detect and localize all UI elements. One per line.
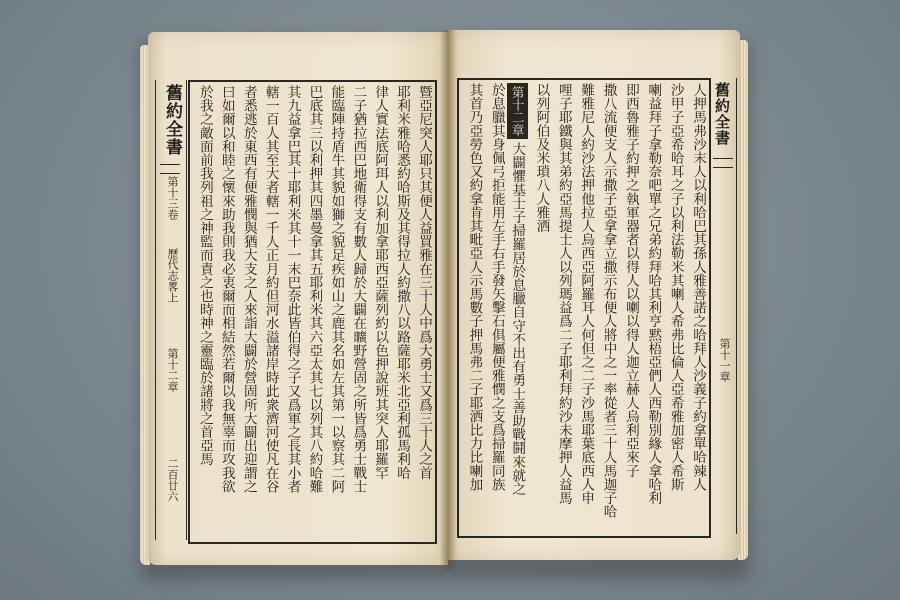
column-text: 暨亞尼突人耶只其便人益買雅在三十人中爲大勇士又爲三十人之首 (416, 85, 432, 480)
column-text: 哩子耶鐵與其弟約亞馬提士人以列瑪益爲二子耶利拜約沙未摩押人益馬 (555, 83, 572, 505)
left-margin-chapter: 第十二章 (166, 348, 179, 392)
text-column (550, 80, 572, 539)
text-column (192, 82, 214, 545)
left-margin-strip (155, 80, 187, 540)
column-text: 二子猶拉西巴地衛得支有數人歸於大闢在曠野營固之所皆爲勇士戰士 (350, 85, 367, 493)
text-column (461, 80, 483, 539)
text-column (483, 80, 505, 539)
text-column (302, 82, 324, 545)
right-margin-title: 舊約全書 (713, 82, 731, 146)
text-column (411, 82, 433, 545)
fishtail-mark (713, 158, 733, 168)
column-text: 以列阿伯及米瑣八人雅洒 (533, 83, 550, 233)
column-text: 喇益拜子拿勒奈吧單之兄弟約拜哈其利亨黙梧亞們人西勒別緣人拿哈利 (645, 83, 662, 505)
right-text-columns (461, 80, 707, 536)
column-text: 轄一百人其至大者轄一千人正月約但河水溢諸岸時此衆濟河使凡在谷 (262, 85, 279, 493)
right-margin-strip (709, 78, 737, 534)
left-margin-volume: 第十三卷 (166, 176, 179, 220)
text-column (345, 82, 367, 545)
column-text: 於息臘其身佩弓拒能用左手右手發矢擊石俱屬便雅憫之支爲掃羅同族 (488, 83, 505, 491)
text-column (280, 82, 302, 545)
text-column (236, 82, 258, 545)
text-column (662, 80, 684, 539)
text-column (389, 82, 411, 545)
fishtail-mark (160, 164, 180, 174)
left-margin-book: 歷代志畧上 (166, 248, 179, 303)
column-text: 即西魯雅子約押之執軍器者以得人以喇以得人迦立赫人烏利亞來子 (622, 83, 639, 478)
column-text: 曰如爾以和睦之懷來助我則我必衷爾而相結然若爾以我無辜而攻我欲 (218, 85, 235, 493)
text-column (618, 80, 640, 539)
left-text-frame (188, 80, 437, 544)
text-column (506, 80, 528, 539)
text-column (528, 80, 550, 539)
left-margin-page: 二百廿六 (166, 458, 179, 502)
column-text: 大闢懼基士子掃羅居於息臘自守不出有勇士善助戰鬪來就之 (509, 142, 526, 496)
column-text: 者悉逃於東西有便雅憫與猶大支之人來詣大闢於營固所大闢出迎謂之 (240, 85, 257, 493)
right-text-frame (457, 78, 711, 538)
column-text: 其九益拿巴其十耶利米其十一末巴奈此皆伯得之子又爲軍之長其小者 (284, 85, 301, 493)
left-margin-title: 舊約全書 (162, 84, 182, 156)
column-text: 耶利米雅哈悉約哈斯及其得拉人約撒八以路薩耶米北亞利孤馬利哈 (394, 85, 411, 480)
column-text: 巴底其三以利押其四墨曼拿其五耶利米其六亞太其七以列其八約哈難 (306, 85, 323, 493)
column-text: 其首乃亞勞色又約拿肯其毗亞人示馬數子押馬弗二子耶洒比力比喇加 (466, 83, 483, 491)
book-gutter (440, 30, 456, 570)
column-text: 律人實法底阿珥人以利加拿耶西亞薩列約以色押說班其突人耶羅罕 (372, 85, 389, 480)
text-column (685, 80, 707, 539)
text-column (214, 82, 236, 545)
chapter-heading-label: 第十二章 (507, 83, 528, 139)
text-column (573, 80, 595, 539)
text-column (595, 80, 617, 539)
text-column (367, 82, 389, 545)
column-text: 難雅尼人約沙法押他拉人烏西亞阿羅耳人何但之二子沙馬耶葉底西人申 (578, 83, 595, 505)
text-column (640, 80, 662, 539)
column-text: 撒八流便支人示撒子亞拿拿立撒示布便人將中之一率從者三十人馬迦子哈 (600, 83, 617, 519)
column-text: 能臨陣持盾牛其貌如獅之貌足疾如山之鹿其名如左其第一以察其二阿 (328, 85, 345, 493)
text-column (323, 82, 345, 545)
text-column (258, 82, 280, 545)
right-margin-chapter: 第十一章 (718, 338, 731, 382)
column-text: 於我之敵面前我列祖之神監而責之也時神之靈臨於諸將之首亞馬 (196, 85, 213, 466)
column-text: 人押馬弗沙末人以利哈巴其孫人雅善諾之哈拜人沙義子約拿單哈辣人 (690, 83, 706, 491)
column-text: 沙甲子亞希哈耳之子以利法勒米其喇人希弗比倫人亞希雅加密人希斯 (667, 83, 684, 491)
left-text-columns (192, 82, 433, 542)
